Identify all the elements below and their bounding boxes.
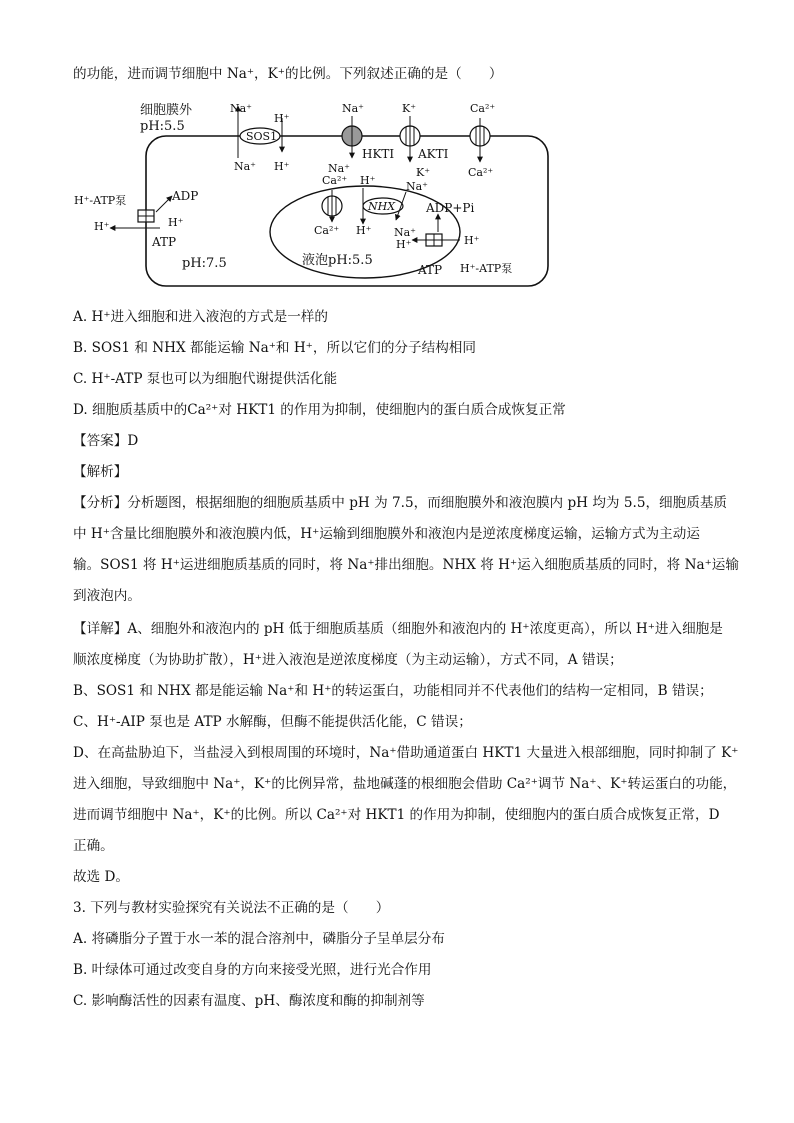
nhx-label: NHX <box>368 200 396 213</box>
akt1-label: AKTI <box>418 147 449 161</box>
detail-line-7: 进而调节细胞中 Na⁺，K⁺的比例。所以 Ca²⁺对 HKT1 的作用为抑制，使细胞内的蛋白质合成恢复正常，D <box>73 807 720 823</box>
pump-right-h-in: H⁺ <box>396 238 412 251</box>
sos1-h-in: H⁺ <box>274 160 290 173</box>
detail-line-1: 【详解】A、细胞外和液泡内的 pH 低于细胞质基质（细胞外和液泡内的 H⁺浓度更高），所以 H⁺进入细胞是 <box>73 621 723 637</box>
hkt1-channel <box>328 102 394 175</box>
q3-stem: 3. 下列与教材实验探究有关说法不正确的是（ ） <box>73 900 390 916</box>
analysis-line-4: 到液泡内。 <box>73 588 141 604</box>
option-c: C. H⁺-ATP 泵也可以为细胞代谢提供活化能 <box>73 371 338 387</box>
option-b: B. SOS1 和 NHX 都能运输 Na⁺和 H⁺，所以它们的分子结构相同 <box>73 340 476 356</box>
analysis-line-3: 输。SOS1 将 H⁺运进细胞质基质的同时，将 Na⁺排出细胞。NHX 将 H⁺运入细胞质基质的同时，将 Na⁺运输 <box>73 557 739 573</box>
pump-right-label: H⁺-ATP泵 <box>460 262 513 275</box>
pump-left-h-out: H⁺ <box>94 220 110 233</box>
nhx-na-bottom: Na⁺ <box>394 226 416 239</box>
right-proton-pump <box>396 201 512 277</box>
sos1-transporter <box>230 102 290 173</box>
left-proton-pump <box>74 189 198 249</box>
akt1-k-in: K⁺ <box>416 166 431 179</box>
hkt1-na-in: Na⁺ <box>328 162 350 175</box>
answer-label: 【答案】D <box>73 433 139 449</box>
akt1-channel <box>400 102 449 179</box>
ca-in: Ca²⁺ <box>468 166 494 179</box>
option-d: D. 细胞质基质中的Ca²⁺对 HKT1 的作用为抑制，使细胞内的蛋白质合成恢复正常 <box>73 402 566 418</box>
intro-line: 的功能，进而调节细胞中 Na⁺，K⁺的比例。下列叙述正确的是（ ） <box>73 66 503 82</box>
ca-out: Ca²⁺ <box>470 102 496 115</box>
sos1-na-out: Na⁺ <box>230 102 252 115</box>
detail-line-3: B、SOS1 和 NHX 都是能运输 Na⁺和 H⁺的转运蛋白，功能相同并不代表他们的结构一定相同，B 错误； <box>73 683 713 699</box>
detail-line-9: 故选 D。 <box>73 869 130 885</box>
detail-line-5: D、在高盐胁迫下，当盐浸入到根周围的环境时，Na⁺借助通道蛋白 HKT1 大量进入根部细胞，同时抑制了 K⁺ <box>73 745 739 761</box>
nhx-transporter <box>356 174 428 239</box>
q3-option-a: A. 将磷脂分子置于水一苯的混合溶剂中，磷脂分子呈单层分布 <box>73 931 445 947</box>
analysis-line-2: 中 H⁺含量比细胞膜外和液泡膜内低，H⁺运输到细胞膜外和液泡内是逆浓度梯度运输，运输方式为主动运 <box>73 526 700 542</box>
detail-line-2: 顺浓度梯度（为协助扩散），H⁺进入液泡是逆浓度梯度（为主动运输），方式不同，A 错误； <box>73 652 623 668</box>
pump-right-adp: ADP+Pi <box>426 201 475 215</box>
vacuole-label: 液泡pH:5.5 <box>302 253 373 268</box>
nhx-h-bottom: H⁺ <box>356 224 372 237</box>
analysis-line-1: 【分析】分析题图，根据细胞的细胞质基质中 pH 为 7.5，而细胞膜外和液泡膜内 pH 均为 5.5，细胞质基质 <box>73 495 728 511</box>
pump-right-h-out: H⁺ <box>464 234 480 247</box>
option-a: A. H⁺进入细胞和进入液泡的方式是一样的 <box>73 309 328 325</box>
pump-right-atp: ATP <box>418 263 443 277</box>
sos1-label: SOS1 <box>246 130 278 143</box>
nhx-h-top: H⁺ <box>360 174 376 187</box>
detail-line-8: 正确。 <box>73 838 114 854</box>
vac-ca-top: Ca²⁺ <box>322 174 348 187</box>
sos1-h-out: H⁺ <box>274 112 290 125</box>
hkt1-na-out: Na⁺ <box>342 102 364 115</box>
ca-channel-membrane <box>468 102 495 179</box>
analysis-label: 【解析】 <box>73 464 128 480</box>
q3-option-c: C. 影响酶活性的因素有温度、pH、酶浓度和酶的抑制剂等 <box>73 993 425 1009</box>
outside-ph: pH:5.5 <box>140 119 185 134</box>
pump-left-label: H⁺-ATP泵 <box>74 194 127 207</box>
membrane-transport-diagram <box>60 92 570 300</box>
pump-left-atp: ATP <box>152 235 177 249</box>
pump-left-adp: ADP <box>172 189 199 203</box>
akt1-k-out: K⁺ <box>402 102 417 115</box>
vac-ca-bottom: Ca²⁺ <box>314 224 340 237</box>
outside-label: 细胞膜外 <box>140 103 193 118</box>
ca-channel-vacuole <box>314 174 347 237</box>
detail-line-6: 进入细胞，导致细胞中 Na⁺，K⁺的比例异常，盐地碱蓬的根细胞会借助 Ca²⁺调节 Na⁺、K⁺转运蛋白的功能， <box>73 776 737 792</box>
pump-left-h-in: H⁺ <box>168 216 184 229</box>
sos1-na-in: Na⁺ <box>234 160 256 173</box>
hkt1-label: HKTI <box>362 147 395 161</box>
nhx-na-top: Na⁺ <box>406 180 428 193</box>
cytoplasm-ph: pH:7.5 <box>182 256 227 271</box>
detail-line-4: C、H⁺-AIP 泵也是 ATP 水解酶，但酶不能提供活化能，C 错误； <box>73 714 472 730</box>
q3-option-b: B. 叶绿体可通过改变自身的方向来接受光照，进行光合作用 <box>73 962 432 978</box>
